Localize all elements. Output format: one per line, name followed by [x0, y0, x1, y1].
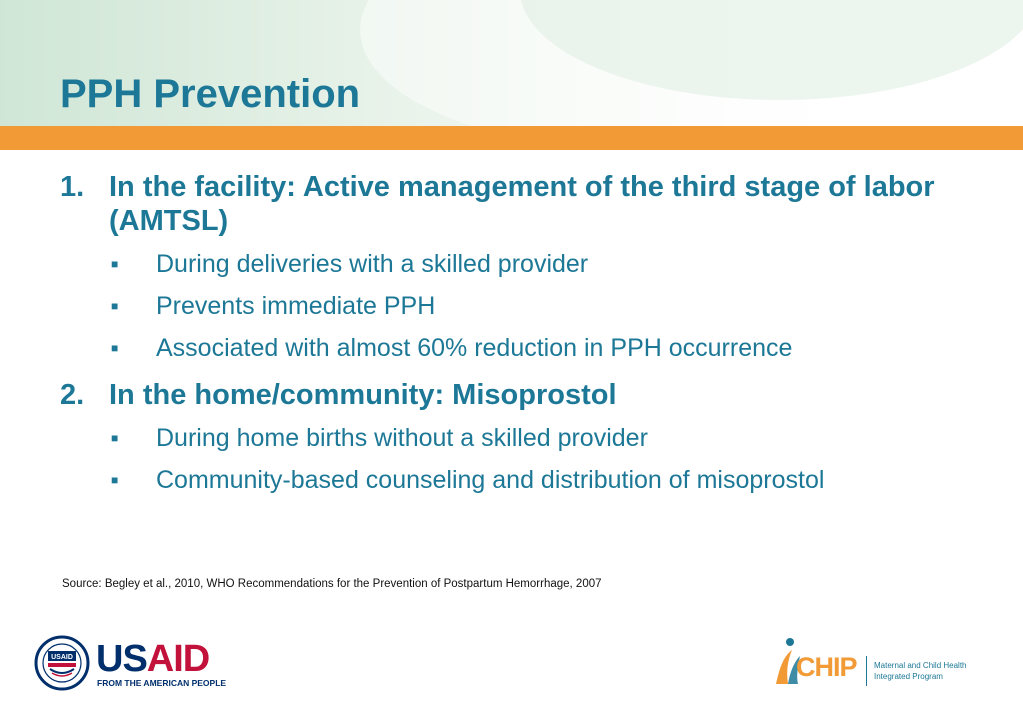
svg-text:USAID: USAID	[51, 654, 73, 661]
mchip-tagline: Maternal and Child Health Integrated Program	[874, 661, 967, 681]
bullet-item	[109, 248, 980, 280]
bullet-square-icon: ■	[111, 431, 119, 445]
bullet-item	[109, 422, 980, 454]
usaid-seal-icon	[34, 635, 90, 691]
bullet-text: Community-based counseling and distribution of misoprostol	[156, 466, 825, 494]
item-text: In the facility: Active management of the third stage of labor (AMTSL)	[109, 171, 935, 237]
item-number: 1.	[60, 171, 85, 203]
logo-divider	[866, 656, 867, 686]
mchip-logo	[770, 636, 980, 692]
bullet-square-icon: ■	[111, 257, 119, 271]
bullet-square-icon: ■	[111, 299, 119, 313]
source-citation: Source: Begley et al., 2010, WHO Recommendations for the Prevention of Postpartum Hemorrhage, 2007	[62, 578, 602, 590]
bullet-text: Associated with almost 60% reduction in PPH occurrence	[156, 334, 793, 362]
usaid-wordmark: USAID	[96, 638, 210, 680]
numbered-item	[60, 378, 980, 412]
bullet-text: During deliveries with a skilled provider	[156, 250, 589, 278]
bullet-item	[109, 290, 980, 322]
bullet-item	[109, 332, 980, 364]
bullet-square-icon: ■	[111, 341, 119, 355]
mchip-wordmark: CHIP	[796, 652, 857, 682]
bullet-text: During home births without a skilled provider	[156, 424, 648, 452]
bullet-item	[109, 464, 980, 496]
slide-content	[60, 170, 980, 496]
bullet-square-icon: ■	[111, 473, 119, 487]
item-text: In the home/community: Misoprostol	[109, 379, 617, 411]
numbered-item	[60, 170, 980, 238]
item-number: 2.	[60, 379, 85, 411]
slide-title: PPH Prevention	[60, 72, 361, 116]
accent-bar	[0, 126, 1023, 150]
usaid-tagline: FROM THE AMERICAN PEOPLE	[97, 678, 227, 688]
bullet-text: Prevents immediate PPH	[156, 292, 436, 320]
usaid-logo	[34, 633, 234, 693]
